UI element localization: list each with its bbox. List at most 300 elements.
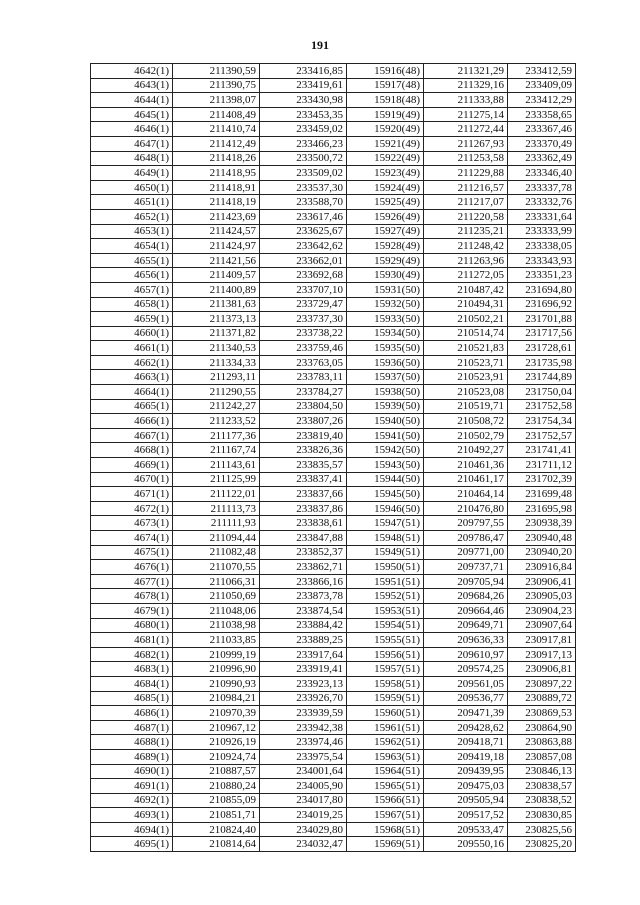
cell-y-left: 233847,88 (260, 531, 347, 546)
cell-x-right: 210514,74 (424, 326, 508, 341)
cell-point-id-right: 15922(49) (347, 151, 424, 166)
table-row (91, 706, 576, 721)
cell-x-right: 211235,21 (424, 224, 508, 239)
cell-point-id-right: 15920(49) (347, 122, 424, 137)
cell-point-id-right: 15947(51) (347, 516, 424, 531)
cell-y-left: 233416,85 (260, 64, 347, 79)
cell-x-left: 210924,74 (173, 749, 260, 764)
table-row (91, 749, 576, 764)
table-row (91, 282, 576, 297)
cell-point-id-left: 4649(1) (91, 166, 173, 181)
cell-y-left: 233419,61 (260, 78, 347, 93)
coordinates-table-body (91, 64, 576, 852)
table-row (91, 180, 576, 195)
cell-y-left: 234005,90 (260, 779, 347, 794)
cell-x-left: 211418,19 (173, 195, 260, 210)
table-row (91, 209, 576, 224)
cell-y-left: 233835,57 (260, 458, 347, 473)
cell-x-left: 211390,59 (173, 64, 260, 79)
cell-x-left: 211381,63 (173, 297, 260, 312)
cell-x-left: 210996,90 (173, 662, 260, 677)
cell-y-right: 231741,41 (508, 443, 576, 458)
cell-x-left: 211167,74 (173, 443, 260, 458)
cell-point-id-right: 15954(51) (347, 618, 424, 633)
cell-point-id-right: 15961(51) (347, 720, 424, 735)
cell-point-id-left: 4683(1) (91, 662, 173, 677)
cell-x-right: 210476,80 (424, 501, 508, 516)
cell-y-right: 233338,05 (508, 239, 576, 254)
cell-y-right: 230940,48 (508, 531, 576, 546)
cell-point-id-right: 15934(50) (347, 326, 424, 341)
cell-point-id-left: 4662(1) (91, 355, 173, 370)
cell-y-left: 233837,66 (260, 487, 347, 502)
cell-x-left: 211424,57 (173, 224, 260, 239)
cell-y-right: 233337,78 (508, 180, 576, 195)
cell-y-left: 233874,54 (260, 603, 347, 618)
cell-y-right: 231711,12 (508, 458, 576, 473)
table-row (91, 385, 576, 400)
cell-y-right: 233358,65 (508, 107, 576, 122)
cell-point-id-right: 15966(51) (347, 793, 424, 808)
table-row (91, 122, 576, 137)
cell-x-left: 211410,74 (173, 122, 260, 137)
table-row (91, 487, 576, 502)
cell-point-id-left: 4670(1) (91, 472, 173, 487)
cell-x-right: 209649,71 (424, 618, 508, 633)
table-row (91, 224, 576, 239)
cell-y-left: 233763,05 (260, 355, 347, 370)
cell-y-right: 230889,72 (508, 691, 576, 706)
cell-y-left: 233974,46 (260, 735, 347, 750)
cell-point-id-left: 4656(1) (91, 268, 173, 283)
cell-y-left: 234017,80 (260, 793, 347, 808)
cell-point-id-left: 4661(1) (91, 341, 173, 356)
cell-point-id-right: 15967(51) (347, 808, 424, 823)
table-row (91, 735, 576, 750)
cell-point-id-right: 15937(50) (347, 370, 424, 385)
cell-x-right: 209561,05 (424, 676, 508, 691)
cell-x-right: 211248,42 (424, 239, 508, 254)
cell-x-right: 209664,46 (424, 603, 508, 618)
cell-y-right: 233370,49 (508, 136, 576, 151)
cell-point-id-left: 4645(1) (91, 107, 173, 122)
cell-point-id-left: 4644(1) (91, 93, 173, 108)
cell-x-right: 211275,14 (424, 107, 508, 122)
cell-point-id-right: 15931(50) (347, 282, 424, 297)
cell-point-id-left: 4657(1) (91, 282, 173, 297)
table-row (91, 501, 576, 516)
cell-point-id-right: 15926(49) (347, 209, 424, 224)
table-row (91, 93, 576, 108)
cell-y-right: 230825,20 (508, 837, 576, 852)
cell-y-left: 233642,62 (260, 239, 347, 254)
cell-point-id-left: 4684(1) (91, 676, 173, 691)
cell-y-left: 233975,54 (260, 749, 347, 764)
cell-y-right: 233412,29 (508, 93, 576, 108)
cell-x-left: 211070,55 (173, 560, 260, 575)
cell-point-id-left: 4675(1) (91, 545, 173, 560)
cell-x-right: 210492,27 (424, 443, 508, 458)
table-row (91, 472, 576, 487)
cell-x-right: 211321,29 (424, 64, 508, 79)
cell-y-right: 233343,93 (508, 253, 576, 268)
cell-y-right: 231702,39 (508, 472, 576, 487)
cell-x-left: 210824,40 (173, 822, 260, 837)
table-row (91, 78, 576, 93)
cell-x-left: 211113,73 (173, 501, 260, 516)
cell-point-id-right: 15942(50) (347, 443, 424, 458)
cell-point-id-right: 15950(51) (347, 560, 424, 575)
cell-point-id-left: 4655(1) (91, 253, 173, 268)
cell-point-id-left: 4652(1) (91, 209, 173, 224)
cell-point-id-left: 4687(1) (91, 720, 173, 735)
cell-x-left: 211418,26 (173, 151, 260, 166)
table-row (91, 136, 576, 151)
cell-point-id-left: 4646(1) (91, 122, 173, 137)
cell-x-left: 211066,31 (173, 574, 260, 589)
cell-y-left: 233837,86 (260, 501, 347, 516)
cell-y-left: 233737,30 (260, 312, 347, 327)
cell-x-left: 211233,52 (173, 414, 260, 429)
cell-y-left: 234001,64 (260, 764, 347, 779)
table-row (91, 355, 576, 370)
cell-point-id-right: 15959(51) (347, 691, 424, 706)
cell-x-right: 210508,72 (424, 414, 508, 429)
cell-y-left: 233783,11 (260, 370, 347, 385)
table-row (91, 837, 576, 852)
cell-point-id-right: 15933(50) (347, 312, 424, 327)
cell-x-left: 211094,44 (173, 531, 260, 546)
cell-point-id-left: 4691(1) (91, 779, 173, 794)
cell-point-id-right: 15939(50) (347, 399, 424, 414)
cell-y-left: 233588,70 (260, 195, 347, 210)
cell-y-right: 230906,81 (508, 662, 576, 677)
cell-y-right: 233346,40 (508, 166, 576, 181)
cell-point-id-left: 4664(1) (91, 385, 173, 400)
cell-point-id-left: 4647(1) (91, 136, 173, 151)
cell-x-left: 211424,97 (173, 239, 260, 254)
table-row (91, 326, 576, 341)
cell-x-right: 211272,05 (424, 268, 508, 283)
table-row (91, 603, 576, 618)
cell-x-left: 211048,06 (173, 603, 260, 618)
cell-y-right: 233331,64 (508, 209, 576, 224)
cell-point-id-right: 15951(51) (347, 574, 424, 589)
cell-x-right: 210523,71 (424, 355, 508, 370)
table-row (91, 253, 576, 268)
cell-point-id-right: 15941(50) (347, 428, 424, 443)
cell-y-left: 234032,47 (260, 837, 347, 852)
cell-point-id-right: 15928(49) (347, 239, 424, 254)
cell-x-right: 210461,36 (424, 458, 508, 473)
cell-x-right: 209574,25 (424, 662, 508, 677)
cell-y-right: 231750,04 (508, 385, 576, 400)
cell-point-id-right: 15945(50) (347, 487, 424, 502)
table-row (91, 341, 576, 356)
table-row (91, 633, 576, 648)
cell-x-right: 211229,88 (424, 166, 508, 181)
table-row (91, 414, 576, 429)
cell-point-id-right: 15964(51) (347, 764, 424, 779)
cell-point-id-left: 4694(1) (91, 822, 173, 837)
cell-x-left: 211409,57 (173, 268, 260, 283)
cell-point-id-left: 4667(1) (91, 428, 173, 443)
cell-point-id-left: 4672(1) (91, 501, 173, 516)
cell-x-right: 209533,47 (424, 822, 508, 837)
cell-x-left: 210926,19 (173, 735, 260, 750)
cell-y-right: 231735,98 (508, 355, 576, 370)
cell-y-left: 233917,64 (260, 647, 347, 662)
cell-point-id-left: 4673(1) (91, 516, 173, 531)
cell-y-left: 233926,70 (260, 691, 347, 706)
cell-y-right: 230917,81 (508, 633, 576, 648)
table-row (91, 268, 576, 283)
cell-point-id-left: 4654(1) (91, 239, 173, 254)
cell-y-left: 233852,37 (260, 545, 347, 560)
cell-x-right: 209419,18 (424, 749, 508, 764)
cell-x-left: 210999,19 (173, 647, 260, 662)
cell-y-right: 230905,03 (508, 589, 576, 604)
cell-y-right: 231695,98 (508, 501, 576, 516)
cell-x-left: 211398,07 (173, 93, 260, 108)
cell-point-id-left: 4650(1) (91, 180, 173, 195)
cell-y-left: 233459,02 (260, 122, 347, 137)
cell-y-right: 231752,58 (508, 399, 576, 414)
table-row (91, 589, 576, 604)
cell-x-right: 209505,94 (424, 793, 508, 808)
cell-x-left: 211038,98 (173, 618, 260, 633)
cell-y-right: 231754,34 (508, 414, 576, 429)
cell-x-left: 210967,12 (173, 720, 260, 735)
coordinates-table (90, 63, 576, 852)
cell-x-left: 211111,93 (173, 516, 260, 531)
cell-y-left: 233826,36 (260, 443, 347, 458)
table-row (91, 166, 576, 181)
cell-x-left: 211125,99 (173, 472, 260, 487)
cell-point-id-left: 4659(1) (91, 312, 173, 327)
cell-y-right: 231744,89 (508, 370, 576, 385)
cell-point-id-right: 15917(48) (347, 78, 424, 93)
cell-x-left: 211418,91 (173, 180, 260, 195)
cell-y-right: 230897,22 (508, 676, 576, 691)
cell-y-right: 230940,20 (508, 545, 576, 560)
cell-x-right: 209610,97 (424, 647, 508, 662)
cell-point-id-right: 15929(49) (347, 253, 424, 268)
cell-y-right: 231728,61 (508, 341, 576, 356)
cell-point-id-left: 4688(1) (91, 735, 173, 750)
cell-x-left: 211143,61 (173, 458, 260, 473)
cell-y-left: 234019,25 (260, 808, 347, 823)
cell-x-right: 210487,42 (424, 282, 508, 297)
cell-point-id-right: 15949(51) (347, 545, 424, 560)
cell-x-left: 211033,85 (173, 633, 260, 648)
cell-x-right: 209550,16 (424, 837, 508, 852)
cell-x-left: 211082,48 (173, 545, 260, 560)
cell-y-left: 233784,27 (260, 385, 347, 400)
cell-point-id-right: 15943(50) (347, 458, 424, 473)
cell-x-left: 211177,36 (173, 428, 260, 443)
cell-point-id-right: 15962(51) (347, 735, 424, 750)
cell-x-right: 210502,21 (424, 312, 508, 327)
cell-x-right: 209737,71 (424, 560, 508, 575)
cell-point-id-right: 15919(49) (347, 107, 424, 122)
cell-point-id-right: 15963(51) (347, 749, 424, 764)
cell-y-right: 233367,46 (508, 122, 576, 137)
cell-y-left: 233430,98 (260, 93, 347, 108)
cell-y-left: 234029,80 (260, 822, 347, 837)
cell-y-right: 230864,90 (508, 720, 576, 735)
cell-x-right: 211263,96 (424, 253, 508, 268)
cell-point-id-right: 15921(49) (347, 136, 424, 151)
cell-point-id-left: 4679(1) (91, 603, 173, 618)
cell-y-right: 231701,88 (508, 312, 576, 327)
table-row (91, 399, 576, 414)
cell-y-left: 233662,01 (260, 253, 347, 268)
cell-x-left: 211122,01 (173, 487, 260, 502)
table-row (91, 691, 576, 706)
cell-point-id-right: 15953(51) (347, 603, 424, 618)
cell-y-left: 233804,50 (260, 399, 347, 414)
cell-point-id-left: 4668(1) (91, 443, 173, 458)
cell-y-left: 233862,71 (260, 560, 347, 575)
cell-x-right: 209471,39 (424, 706, 508, 721)
cell-point-id-right: 15957(51) (347, 662, 424, 677)
cell-point-id-left: 4690(1) (91, 764, 173, 779)
cell-point-id-left: 4674(1) (91, 531, 173, 546)
cell-x-left: 210887,57 (173, 764, 260, 779)
cell-x-right: 209439,95 (424, 764, 508, 779)
cell-y-left: 233707,10 (260, 282, 347, 297)
cell-y-left: 233625,67 (260, 224, 347, 239)
cell-x-right: 209684,26 (424, 589, 508, 604)
cell-x-right: 209475,03 (424, 779, 508, 794)
cell-y-left: 233738,22 (260, 326, 347, 341)
cell-y-left: 233923,13 (260, 676, 347, 691)
cell-x-right: 209705,94 (424, 574, 508, 589)
cell-y-right: 233332,76 (508, 195, 576, 210)
cell-point-id-left: 4686(1) (91, 706, 173, 721)
cell-y-left: 233617,46 (260, 209, 347, 224)
cell-y-right: 230916,84 (508, 560, 576, 575)
cell-point-id-right: 15948(51) (347, 531, 424, 546)
table-row (91, 516, 576, 531)
cell-y-right: 230906,41 (508, 574, 576, 589)
cell-x-right: 211329,16 (424, 78, 508, 93)
cell-point-id-left: 4666(1) (91, 414, 173, 429)
cell-y-right: 230838,57 (508, 779, 576, 794)
cell-y-right: 230846,13 (508, 764, 576, 779)
table-row (91, 647, 576, 662)
cell-x-right: 211253,58 (424, 151, 508, 166)
cell-point-id-right: 15969(51) (347, 837, 424, 852)
cell-x-left: 210970,39 (173, 706, 260, 721)
cell-y-left: 233866,16 (260, 574, 347, 589)
cell-point-id-right: 15958(51) (347, 676, 424, 691)
cell-point-id-right: 15938(50) (347, 385, 424, 400)
cell-x-left: 211334,33 (173, 355, 260, 370)
cell-y-right: 230938,39 (508, 516, 576, 531)
table-row (91, 312, 576, 327)
cell-y-right: 230825,56 (508, 822, 576, 837)
cell-x-left: 210990,93 (173, 676, 260, 691)
cell-x-right: 211272,44 (424, 122, 508, 137)
cell-x-left: 210880,24 (173, 779, 260, 794)
cell-y-left: 233692,68 (260, 268, 347, 283)
cell-x-left: 211418,95 (173, 166, 260, 181)
cell-x-left: 211290,55 (173, 385, 260, 400)
cell-point-id-left: 4680(1) (91, 618, 173, 633)
cell-x-left: 210814,64 (173, 837, 260, 852)
cell-x-right: 209636,33 (424, 633, 508, 648)
cell-y-right: 230830,85 (508, 808, 576, 823)
table-row (91, 574, 576, 589)
cell-y-right: 230907,64 (508, 618, 576, 633)
cell-y-right: 231699,48 (508, 487, 576, 502)
cell-y-right: 233333,99 (508, 224, 576, 239)
table-row (91, 531, 576, 546)
cell-y-right: 231717,56 (508, 326, 576, 341)
cell-y-right: 231694,80 (508, 282, 576, 297)
cell-point-id-left: 4678(1) (91, 589, 173, 604)
table-row (91, 808, 576, 823)
cell-point-id-right: 15952(51) (347, 589, 424, 604)
cell-point-id-right: 15916(48) (347, 64, 424, 79)
cell-y-left: 233453,35 (260, 107, 347, 122)
cell-point-id-left: 4669(1) (91, 458, 173, 473)
cell-point-id-right: 15925(49) (347, 195, 424, 210)
page-number: 191 (311, 38, 329, 52)
cell-x-right: 209771,00 (424, 545, 508, 560)
table-row (91, 370, 576, 385)
cell-point-id-right: 15956(51) (347, 647, 424, 662)
cell-y-left: 233939,59 (260, 706, 347, 721)
cell-y-left: 233884,42 (260, 618, 347, 633)
table-row (91, 428, 576, 443)
cell-y-right: 230857,08 (508, 749, 576, 764)
cell-y-right: 231752,57 (508, 428, 576, 443)
cell-x-left: 211050,69 (173, 589, 260, 604)
cell-point-id-right: 15924(49) (347, 180, 424, 195)
cell-x-left: 210851,71 (173, 808, 260, 823)
cell-y-left: 233889,25 (260, 633, 347, 648)
table-row (91, 443, 576, 458)
table-row (91, 793, 576, 808)
cell-y-right: 233412,59 (508, 64, 576, 79)
cell-x-right: 210502,79 (424, 428, 508, 443)
cell-point-id-left: 4693(1) (91, 808, 173, 823)
cell-y-right: 233351,23 (508, 268, 576, 283)
cell-point-id-right: 15932(50) (347, 297, 424, 312)
cell-x-right: 210519,71 (424, 399, 508, 414)
cell-point-id-left: 4651(1) (91, 195, 173, 210)
cell-point-id-right: 15940(50) (347, 414, 424, 429)
cell-x-right: 209536,77 (424, 691, 508, 706)
cell-x-left: 211408,49 (173, 107, 260, 122)
cell-point-id-left: 4692(1) (91, 793, 173, 808)
cell-point-id-left: 4665(1) (91, 399, 173, 414)
cell-y-right: 233362,49 (508, 151, 576, 166)
cell-y-left: 233919,41 (260, 662, 347, 677)
cell-point-id-left: 4648(1) (91, 151, 173, 166)
cell-y-left: 233500,72 (260, 151, 347, 166)
cell-x-right: 210523,08 (424, 385, 508, 400)
cell-x-right: 211217,07 (424, 195, 508, 210)
table-row (91, 720, 576, 735)
table-row (91, 64, 576, 79)
table-row (91, 297, 576, 312)
cell-y-right: 230863,88 (508, 735, 576, 750)
cell-y-right: 230917,13 (508, 647, 576, 662)
